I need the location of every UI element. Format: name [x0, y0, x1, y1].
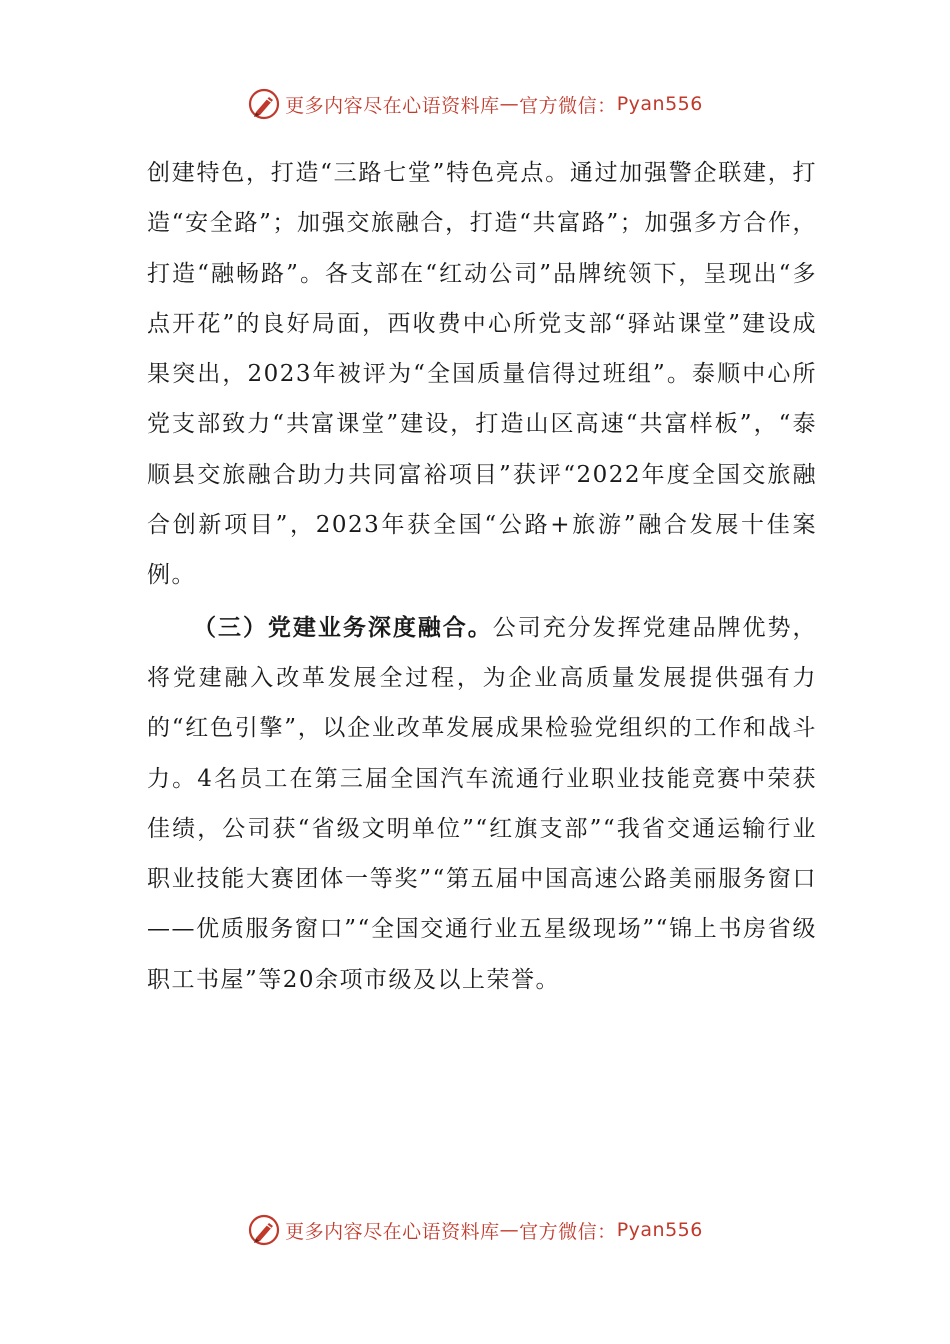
banner-site-text: 更多内容尽在心语资料库 [285, 94, 500, 117]
footer-wechat-id: Pyan556 [616, 1219, 703, 1241]
pen-logo-icon [247, 1213, 281, 1247]
paragraph-1 [147, 148, 817, 601]
section-heading: （三）党建业务深度融合。 [193, 613, 493, 641]
paragraph-2-text: 公司充分发挥党建品牌优势，将党建融入改革发展全过程，为企业高质量发展提供强有力的“红色引擎”，以企业改革发展成果检验党组织的工作和战斗力。4名员工在第三届全国汽车流通行业职业技能竞赛中荣获佳绩，公司获“省级文明单位”“红旗支部”“我省交通运输行业职业技能大赛团体一等奖”“第五届中国高速公路美丽服务窗口——优质服务窗口”“全国交通行业五星级现场”“锦上书房省级职工书屋”等20余项市级及以上荣誉。 [147, 614, 818, 993]
paragraph-1-text: 创建特色，打造“三路七堂”特色亮点。通过加强警企联建，打造“安全路”；加强交旅融合，打造“共富路”；加强多方合作，打造“融畅路”。各支部在“红动公司”品牌统领下，呈现出“多点开花”的良好局面，西收费中心所党支部“驿站课堂”建设成果突出，2023年被评为“全国质量信得过班组”。泰顺中心所党支部致力“共富课堂”建设，打造山区高速“共富样板”，“泰顺县交旅融合助力共同富裕项目”获评“2022年度全国交旅融合创新项目”，2023年获全国“公路+旅游”融合发展十佳案例。 [147, 160, 817, 589]
footer-banner [0, 1210, 950, 1250]
banner-wechat-label: 官方微信： [519, 94, 617, 117]
footer-separator: — [499, 1219, 520, 1241]
paragraph-2 [147, 603, 817, 1005]
footer-site-text: 更多内容尽在心语资料库 [285, 1220, 500, 1243]
banner-wechat-id: Pyan556 [616, 93, 703, 115]
banner-separator: — [499, 93, 520, 115]
document-body [147, 148, 817, 1005]
pen-logo-icon [247, 87, 281, 121]
header-banner [0, 84, 950, 124]
footer-wechat-label: 官方微信： [519, 1220, 617, 1243]
